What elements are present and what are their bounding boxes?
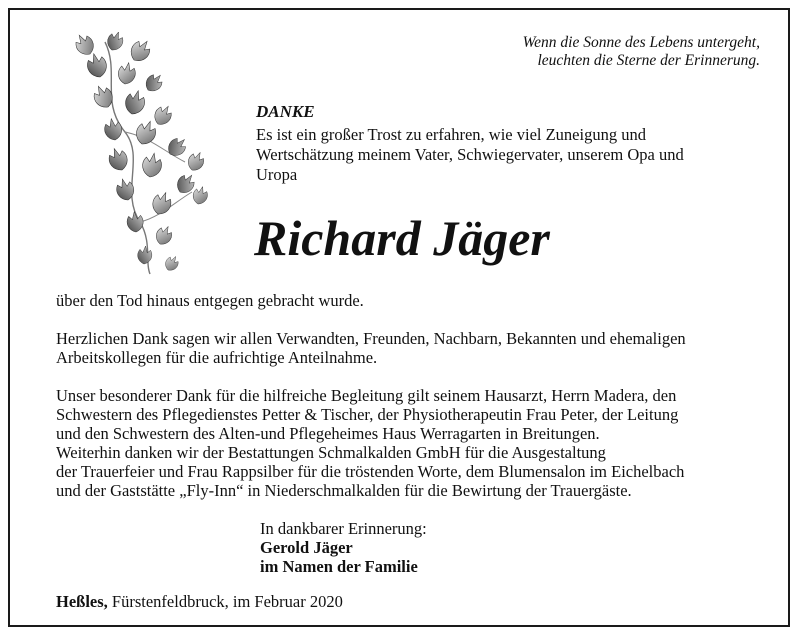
signer-name: Gerold Jäger <box>260 538 353 557</box>
quote-line-2: leuchten die Sterne der Erinnerung. <box>537 52 760 69</box>
paragraph-2-line-1: Herzlichen Dank sagen wir allen Verwandten, Freunden, Nachbarn, Bekannten und ehemaligen <box>56 329 686 348</box>
paragraph-1 <box>56 291 796 310</box>
paragraph-3-line-1: Unser besonderer Dank für die hilfreiche Begleitung gilt seinem Hausarzt, Herrn Madera, den <box>56 386 677 405</box>
body-text <box>56 291 796 519</box>
paragraph-3-line-5: der Trauerfeier und Frau Rappsilber für die tröstenden Worte, dem Blumensalon im Eichelbach <box>56 462 685 481</box>
signer-family: im Namen der Familie <box>260 557 418 576</box>
paragraph-3 <box>56 386 796 500</box>
closing-block <box>260 519 427 576</box>
memorial-quote <box>450 34 760 70</box>
intro-line-3: Uropa <box>256 165 298 184</box>
paragraph-3-line-6: und der Gaststätte „Fly-Inn“ in Niederschmalkalden für die Bewirtung der Trauergäste. <box>56 481 632 500</box>
intro-line-1: Es ist ein großer Trost zu erfahren, wie viel Zuneigung und <box>256 125 646 144</box>
paragraph-1-line-1: über den Tod hinaus entgegen gebracht wurde. <box>56 291 364 310</box>
thanks-heading: DANKE <box>256 102 315 121</box>
place-date <box>56 592 343 611</box>
place-town: Heßles, <box>56 592 108 611</box>
paragraph-3-line-2: Schwestern des Pflegedienstes Petter & Tischer, der Physiotherapeutin Frau Peter, der Leitung <box>56 405 679 424</box>
obituary-notice <box>8 8 790 627</box>
paragraph-3-line-3: und den Schwestern des Alten-und Pflegeheimes Haus Werragarten in Breitungen. <box>56 424 600 443</box>
place-rest: Fürstenfeldbruck, im Februar 2020 <box>107 592 343 611</box>
intro-line-2: Wertschätzung meinem Vater, Schwiegervater, unserem Opa und <box>256 145 684 164</box>
paragraph-3-line-4: Weiterhin danken wir der Bestattungen Schmalkalden GmbH für die Ausgestaltung <box>56 443 606 462</box>
paragraph-2 <box>56 329 796 367</box>
quote-line-1: Wenn die Sonne des Lebens untergeht, <box>522 34 760 51</box>
intro-text <box>256 125 756 185</box>
deceased-name: Richard Jäger <box>254 210 550 266</box>
ivy-vine-icon <box>70 32 210 277</box>
paragraph-2-line-2: Arbeitskollegen für die aufrichtige Anteilnahme. <box>56 348 378 367</box>
closing-line: In dankbarer Erinnerung: <box>260 519 427 538</box>
